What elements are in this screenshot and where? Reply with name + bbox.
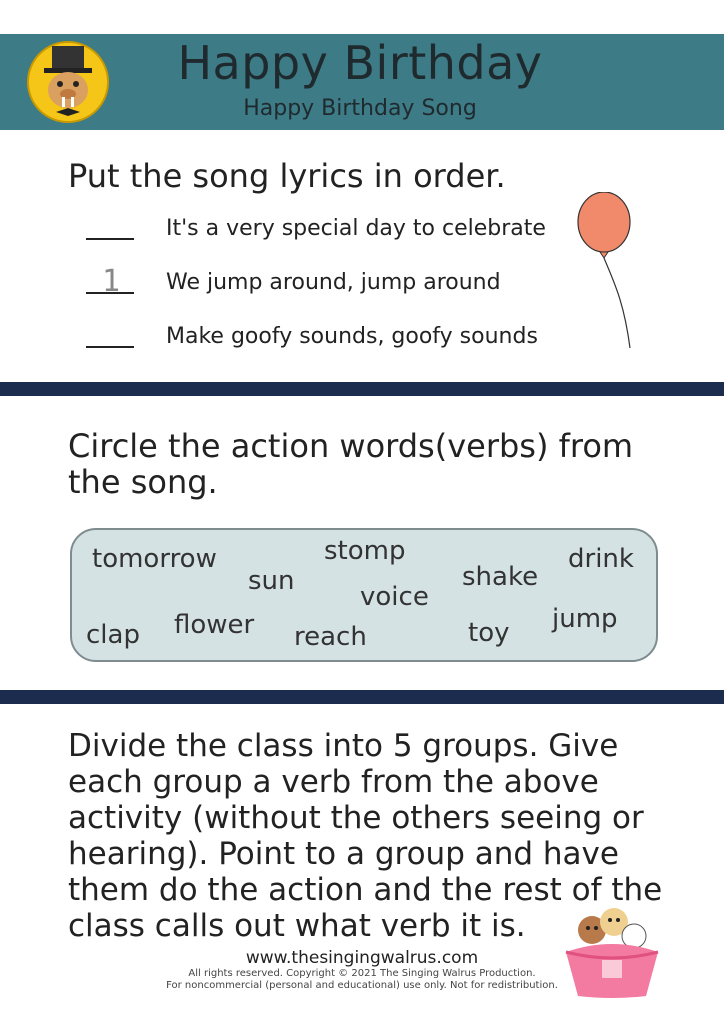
section-divider — [0, 690, 724, 704]
instruction-line: each group a verb from the above — [68, 764, 599, 800]
usage-text: For noncommercial (personal and educational) use only. Not for redistribution. — [166, 980, 558, 991]
lyric-row — [86, 264, 566, 300]
word-option[interactable]: drink — [568, 544, 634, 574]
word-option[interactable]: reach — [294, 622, 367, 652]
instruction-line: activity (without the others seeing or — [68, 800, 644, 836]
word-option[interactable]: stomp — [324, 536, 406, 566]
word-option[interactable]: tomorrow — [92, 544, 217, 574]
instruction-line: Divide the class into 5 groups. Give — [68, 728, 619, 764]
word-box — [70, 528, 658, 662]
word-option[interactable]: jump — [552, 604, 618, 634]
walrus-top-hat-icon — [26, 40, 110, 124]
lyric-row — [86, 324, 566, 354]
word-option[interactable]: sun — [248, 566, 295, 596]
section-divider — [0, 382, 724, 396]
balloon-icon — [574, 192, 644, 352]
word-option[interactable]: toy — [468, 618, 510, 648]
answer-blank[interactable] — [86, 238, 134, 240]
website-link[interactable]: www.thesingingwalrus.com — [245, 948, 479, 968]
instruction-line: class calls out what verb it is. — [68, 908, 526, 944]
page-title: Happy Birthday — [177, 36, 543, 90]
lyric-text: Make goofy sounds, goofy sounds — [166, 324, 538, 349]
instruction-line: them do the action and the rest of the — [68, 872, 663, 908]
word-option[interactable]: voice — [360, 582, 429, 612]
answer-blank[interactable] — [86, 346, 134, 348]
word-option[interactable]: shake — [462, 562, 539, 592]
lyric-text: We jump around, jump around — [166, 270, 501, 295]
word-option[interactable]: clap — [86, 620, 140, 650]
lyric-text: It's a very special day to celebrate — [166, 216, 546, 241]
page-subtitle: Happy Birthday Song — [243, 96, 477, 121]
answer-number: 1 — [102, 264, 121, 299]
section1-instruction: Put the song lyrics in order. — [68, 157, 506, 195]
instruction-line: hearing). Point to a group and have — [68, 836, 619, 872]
section2-instruction-line1: Circle the action words(verbs) from — [68, 427, 634, 465]
word-option[interactable]: flower — [174, 610, 255, 640]
section2-instruction-line2: the song. — [68, 463, 218, 501]
lyric-row — [86, 216, 566, 246]
copyright-text: All rights reserved. Copyright © 2021 The Singing Walrus Production. — [188, 968, 536, 979]
